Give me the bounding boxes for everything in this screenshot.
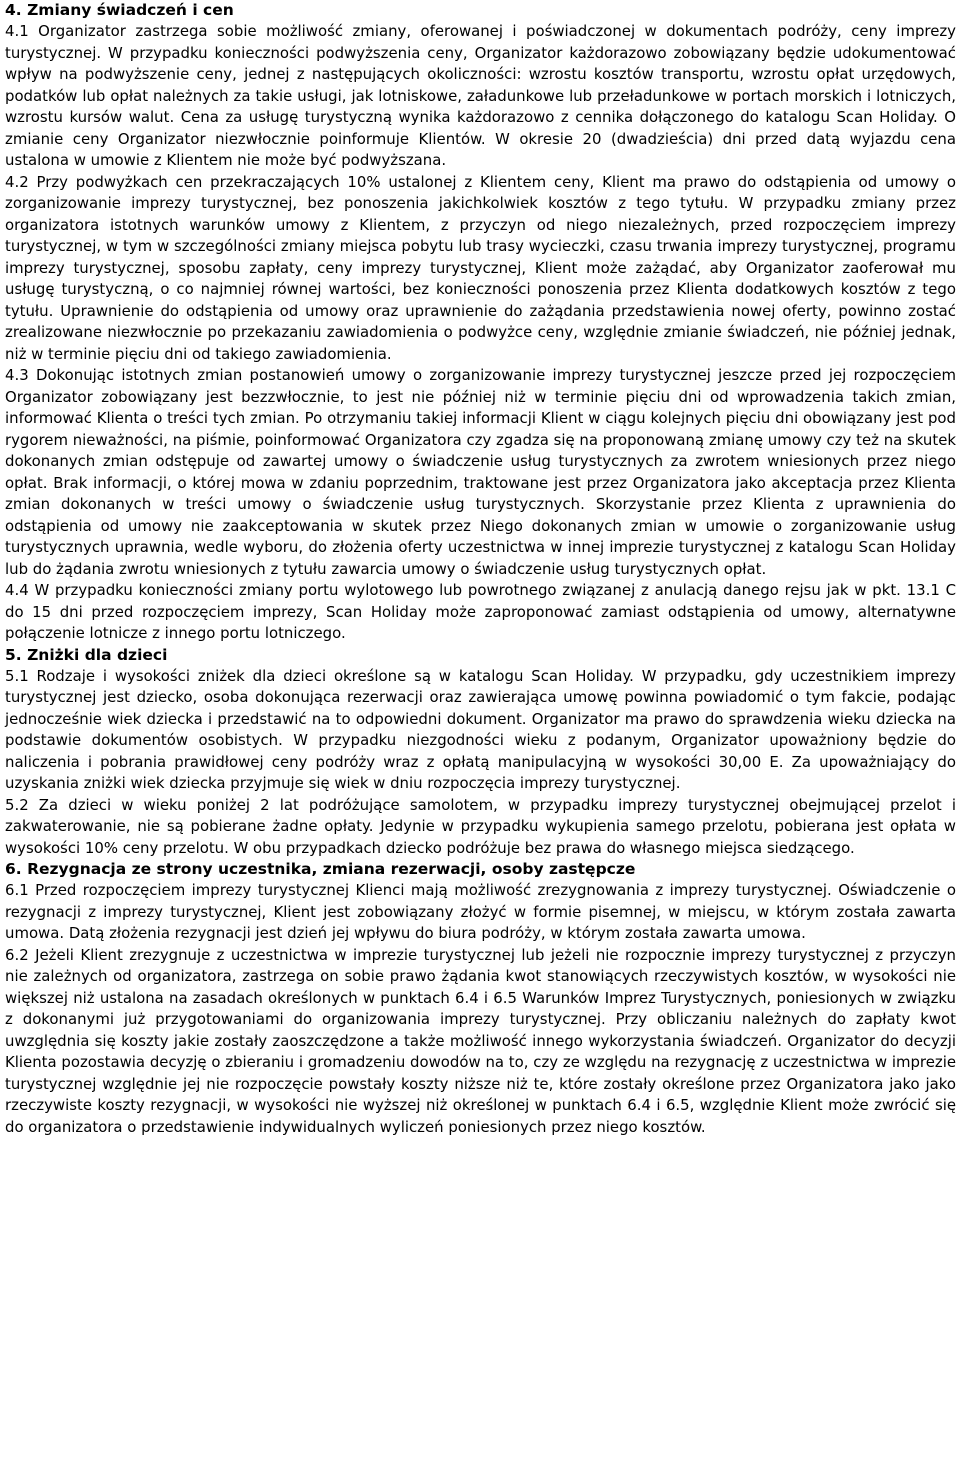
paragraph-5-1: 5.1 Rodzaje i wysokości zniżek dla dzieci określone są w katalogu Scan Holiday. W przypadku, gdy uczestnikiem imprezy turystycznej jest dziecko, osoba dokonująca rezerwacji oraz zawierająca umowę powinna powiadomić o tym fakcie, podając jednocześnie wiek dziecka i przedstawić na to odpowiedni dokument. Organizator ma prawo do sprawdzenia wieku dziecka na podstawie dokumentów osobistych. W przypadku niezgodności wieku z podanym, Organizator upoważniony będzie do naliczenia i pobrania prawidłowej ceny podróży wraz z opłatą manipulacyjną w wysokości 30,00 E. Za upoważniający do uzyskania zniżki wiek dziecka przyjmuje się wiek w dniu rozpoczęcia imprezy turystycznej. (5, 666, 956, 792)
paragraph-4-3: 4.3 Dokonując istotnych zmian postanowień umowy o zorganizowanie imprezy turystycznej jeszcze przed jej rozpoczęciem Organizator zobowiązany jest bezzwłocznie, to jest nie później niż w terminie pięciu dni od wprowadzenia takich zmian, informować Klienta o treści tych zmian. Po otrzymaniu takiej informacji Klient w ciągu kolejnych pięciu dni obowiązany jest pod rygorem nieważności, na piśmie, poinformować Organizatora czy zgadza się na proponowaną zmianę umowy czy też na skutek dokonanych zmian odstępuje od zawartej umowy o świadczenie usług turystycznych za zwrotem wniesionych przez niego opłat. Brak informacji, o której mowa w zdaniu poprzednim, traktowane jest przez Organizatora jako akceptacja przez Klienta zmian dokonanych w treści umowy o świadczenie usług turystycznych. Skorzystanie przez Klienta z uprawnienia do odstąpienia od umowy nie zaakceptowania w skutek przez Niego dokonanych zmian w umowie o zorganizowanie usług turystycznych uprawnia, wedle wyboru, do złożenia oferty uczestnictwa w innej imprezie turystycznej z katalogu Scan Holiday lub do żądania zwrotu wniesionych z tytułu zawarcia umowy o świadczenie usług turystycznych opłat. (5, 366, 956, 578)
section-heading-4: 4. Zmiany świadczeń i cen (5, 1, 234, 19)
paragraph-4-4: 4.4 W przypadku konieczności zmiany portu wylotowego lub powrotnego związanej z anulacją danego rejsu jak w pkt. 13.1 C do 15 dni przed rozpoczęciem imprezy, Scan Holiday może zaproponować zamiast odstąpienia od umowy, alternatywne połączenie lotnicze z innego portu lotniczego. (5, 581, 956, 642)
paragraph-4-1: 4.1 Organizator zastrzega sobie możliwość zmiany, oferowanej i poświadczonej w dokumentach podróży, ceny imprezy turystycznej. W przypadku konieczności podwyższenia ceny, Organizator każdorazowo zobowiązany będzie udokumentować wpływ na podwyższenie ceny, jednej z następujących okoliczności: wzrostu kosztów transportu, wzrostu opłat urzędowych, podatków lub opłat należnych za takie usługi, jak lotniskowe, załadunkowe lub przeładunkowe w portach morskich i lotniczych, wzrostu kursów walut. Cena za usługę turystyczną wynika każdorazowo z cennika dołączonego do katalogu Scan Holiday. O zmianie ceny Organizator niezwłocznie poinformuje Klientów. W okresie 20 (dwadzieścia) dni przed datą wyjazdu cena ustalona w umowie z Klientem nie może być podwyższana. (5, 22, 956, 169)
document-page (5, 0, 956, 1138)
paragraph-6-1: 6.1 Przed rozpoczęciem imprezy turystycznej Klienci mają możliwość zrezygnowania z imprezy turystycznej. Oświadczenie o rezygnacji z imprezy turystycznej, Klient jest zobowiązany złożyć w formie pisemnej, w miejscu, w którym została zawarta umowa. Datą złożenia rezygnacji jest dzień jej wpływu do biura podróży, w którym została zawarta umowa. (5, 881, 956, 942)
section-heading-6: 6. Rezygnacja ze strony uczestnika, zmiana rezerwacji, osoby zastępcze (5, 860, 636, 878)
section-heading-5: 5. Zniżki dla dzieci (5, 645, 168, 664)
paragraph-5-2: 5.2 Za dzieci w wieku poniżej 2 lat podróżujące samolotem, w przypadku imprezy turystycznej obejmującej przelot i zakwaterowanie, nie są pobierane żadne opłaty. Jedynie w przypadku wykupienia samego przelotu, pobierana jest opłata w wysokości 10% ceny przelotu. W obu przypadkach dziecko podróżuje bez prawa do własnego miejsca siedzącego. (5, 795, 956, 857)
paragraph-4-2: 4.2 Przy podwyżkach cen przekraczających 10% ustalonej z Klientem ceny, Klient ma prawo do odstąpienia od umowy o zorganizowanie imprezy turystycznej, bez ponoszenia jakichkolwiek kosztów z tego tytułu. W przypadku zmiany przez organizatora istotnych warunków umowy z Klientem, z przyczyn od niego niezależnych, przed rozpoczęciem imprezy turystycznej, w tym w szczególności zmiany miejsca pobytu lub trasy wycieczki, czasu trwania imprezy turystycznej, programu imprezy turystycznej, sposobu zapłaty, ceny imprezy turystycznej, Klient może zażądać, aby Organizator zaoferował mu usługę turystyczną, o co najmniej równej wartości, bez konieczności ponoszenia przez Klienta dodatkowych kosztów z tego tytułu. Uprawnienie do odstąpienia od umowy oraz uprawnienie do zażądania przedstawienia nowej oferty, powinno zostać zrealizowane niezwłocznie po przekazaniu zawiadomienia o podwyżce ceny, względnie zmianie świadczeń, nie później jednak, niż w terminie pięciu dni od takiego zawiadomienia. (5, 172, 956, 363)
paragraph-6-2: 6.2 Jeżeli Klient zrezygnuje z uczestnictwa w imprezie turystycznej lub jeżeli nie rozpocznie imprezy turystycznej z przyczyn nie zależnych od organizatora, zastrzega on sobie prawo żądania kwot stanowiących rzeczywistych kosztów, w wysokości nie większej niż ustalona na zasadach określonych w punktach 6.4 i 6.5 Warunków Imprez Turystycznych, poniesionych w związku z dokonanymi już przygotowaniami do organizowania imprezy turystycznej. Przy obliczaniu należnych do zapłaty kwot uwzględnia się koszty jakie zostały zaoszczędzone a także możliwość innego wykorzystania świadczeń. Organizator do decyzji Klienta pozostawia decyzję o zbieraniu i gromadzeniu dowodów na to, czy ze względu na rezygnację z uczestnictwa w imprezie turystycznej względnie jej nie rozpoczęcie powstały koszty niższe niż te, które zostały określone przez Organizatora jako jako rzeczywiste koszty rezygnacji, w wysokości nie wyższej niż określonej w punktach 6.4 i 6.5, względnie Klient może zwrócić się do organizatora o przedstawienie indywidualnych wyliczeń poniesionych przez niego kosztów. (5, 945, 956, 1136)
